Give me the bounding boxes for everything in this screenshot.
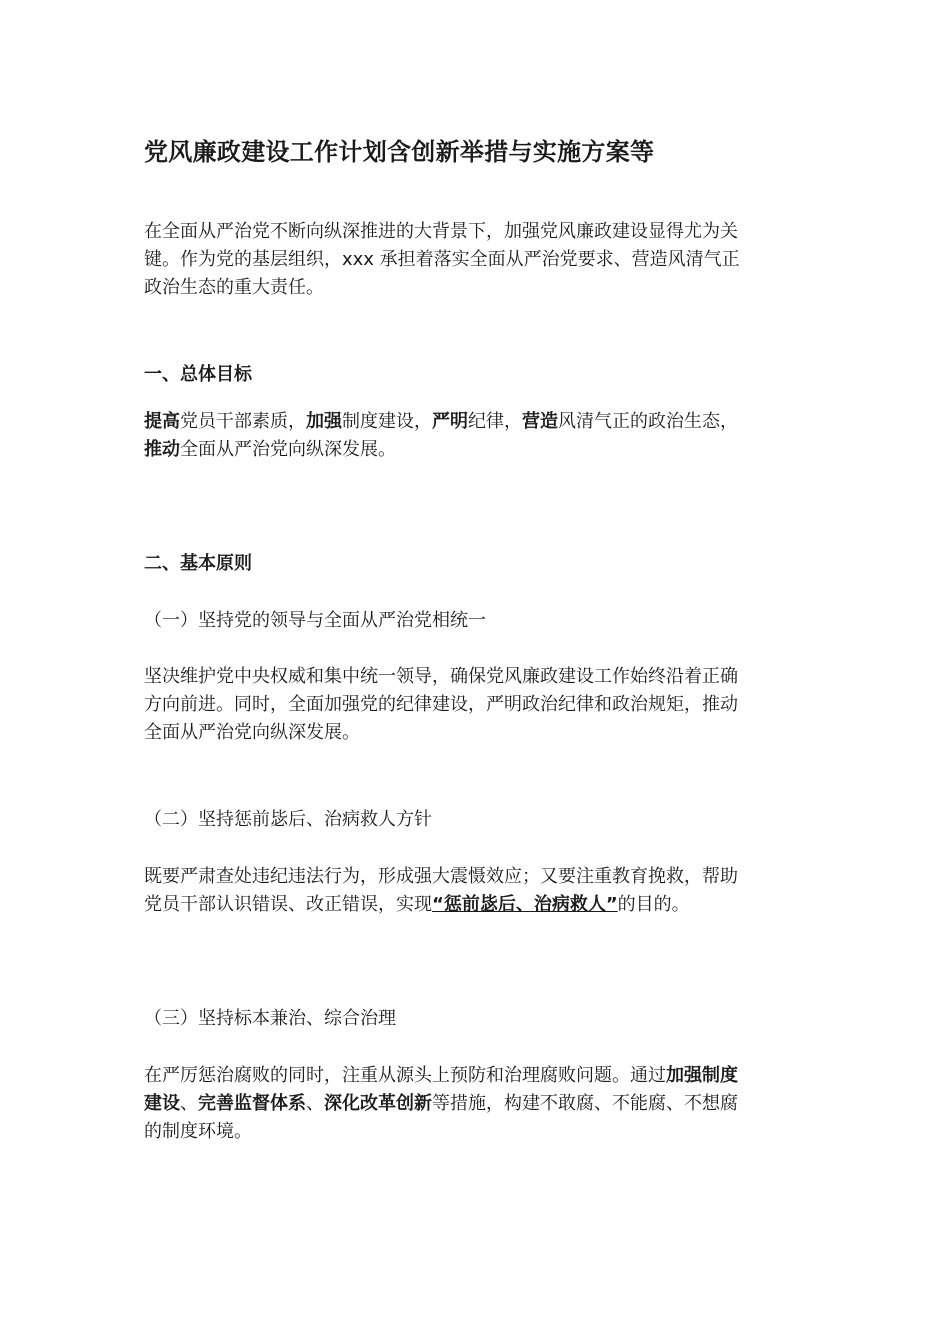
principle-1-line: 全面从严治党向纵深发展。 [144, 722, 360, 743]
principle-2-line [144, 891, 812, 919]
body-text: 党员干部素质， [180, 411, 306, 432]
principle-1-line: 坚决维护党中央权威和集中统一领导，确保党风廉政建设工作始终沿着正确 [144, 666, 738, 687]
principle-3-line: 的制度环境。 [144, 1121, 252, 1142]
principle-1-heading: （一）坚持党的领导与全面从严治党相统一 [144, 610, 486, 631]
intro-line: 政治生态的重大责任。 [144, 277, 324, 298]
body-text: 的目的。 [617, 894, 690, 915]
emphasis-text: 深化改革创新 [324, 1093, 432, 1114]
emphasis-text: 加强制度 [666, 1065, 738, 1086]
principle-3-heading: （三）坚持标本兼治、综合治理 [144, 1008, 396, 1029]
body-text: 纪律， [468, 411, 522, 432]
principle-3-line [144, 1062, 812, 1090]
emphasis-text: 建设 [144, 1093, 180, 1114]
principle-1-paragraph [144, 663, 812, 747]
body-text: 、 [306, 1093, 324, 1114]
body-text: 党员干部认识错误、改正错误，实现 [144, 894, 432, 915]
emphasis-text: 完善监督体系 [198, 1093, 306, 1114]
body-text: 制度建设， [342, 411, 432, 432]
section-heading-goals: 一、总体目标 [144, 364, 252, 385]
body-text: 风清气正的政治生态， [558, 411, 738, 432]
body-text: 、 [180, 1093, 198, 1114]
emphasis-text: 营造 [522, 411, 558, 432]
goals-paragraph [144, 408, 812, 464]
body-text: 全面从严治党向纵深发展。 [180, 439, 396, 460]
emphasis-text: 严明 [432, 411, 468, 432]
emphasis-text: 推动 [144, 439, 180, 460]
goals-line [144, 436, 812, 464]
body-text: 在严厉惩治腐败的同时，注重从源头上预防和治理腐败问题。通过 [144, 1065, 666, 1086]
intro-paragraph [144, 218, 812, 302]
emphasis-text: 提高 [144, 411, 180, 432]
principle-2-line: 既要严肃查处违纪违法行为，形成强大震慑效应；又要注重教育挽救，帮助 [144, 866, 738, 887]
underlined-quote: “惩前毖后、治病救人” [432, 894, 618, 915]
principle-1-line: 方向前进。同时，全面加强党的纪律建设，严明政治纪律和政治规矩，推动 [144, 694, 738, 715]
principle-2-paragraph [144, 863, 812, 919]
intro-line: 在全面从严治党不断向纵深推进的大背景下，加强党风廉政建设显得尤为关 [144, 221, 738, 242]
document-title: 党风廉政建设工作计划含创新举措与实施方案等 [144, 138, 655, 166]
goals-line [144, 408, 812, 436]
section-heading-principles: 二、基本原则 [144, 553, 252, 574]
principle-3-paragraph [144, 1062, 812, 1146]
emphasis-text: 加强 [306, 411, 342, 432]
principle-3-line [144, 1090, 812, 1118]
intro-line: 键。作为党的基层组织，xxx 承担着落实全面从严治党要求、营造风清气正 [144, 249, 740, 270]
principle-2-heading: （二）坚持惩前毖后、治病救人方针 [144, 809, 432, 830]
body-text: 等措施，构建不敢腐、不能腐、不想腐 [432, 1093, 738, 1114]
